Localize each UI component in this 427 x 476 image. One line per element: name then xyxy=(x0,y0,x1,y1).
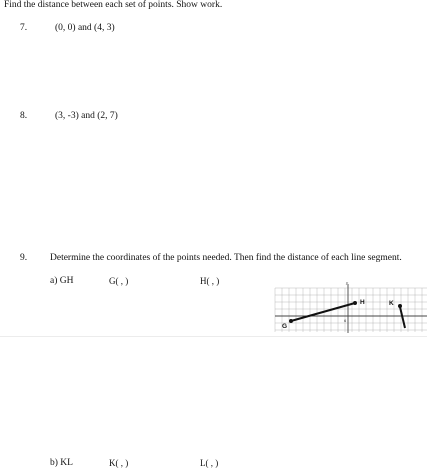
instructions: Find the distance between each set of points. Show work. xyxy=(4,0,223,10)
y-axis-label: y xyxy=(346,280,348,285)
point-k-marker xyxy=(398,304,402,308)
part-b-point-k: K( , ) xyxy=(109,458,129,468)
problem-7-number: 7. xyxy=(20,23,28,33)
problem-7-text: (0, 0) and (4, 3) xyxy=(55,23,115,33)
point-h-label: H xyxy=(360,299,365,306)
part-a-label: a) GH xyxy=(50,276,74,286)
part-a-point-g: G( , ) xyxy=(109,276,129,286)
problem-9-number: 9. xyxy=(20,253,28,263)
problem-8-number: 8. xyxy=(20,111,28,121)
section-divider xyxy=(0,336,427,337)
point-k-label: K xyxy=(389,300,394,307)
point-h-marker xyxy=(353,301,357,305)
part-b-label: b) KL xyxy=(50,458,73,468)
problem-9-text: Determine the coordinates of the points needed. Then find the distance of each line segment. xyxy=(50,253,402,263)
point-g-marker xyxy=(289,319,293,323)
axis-tick-label: 6 xyxy=(344,318,347,323)
part-b-point-l: L( , ) xyxy=(200,458,219,468)
problem-8-text: (3, -3) and (2, 7) xyxy=(55,111,118,121)
coordinate-graph xyxy=(271,276,427,336)
part-a-point-h: H( , ) xyxy=(200,276,220,286)
point-g-label: G xyxy=(282,323,288,330)
